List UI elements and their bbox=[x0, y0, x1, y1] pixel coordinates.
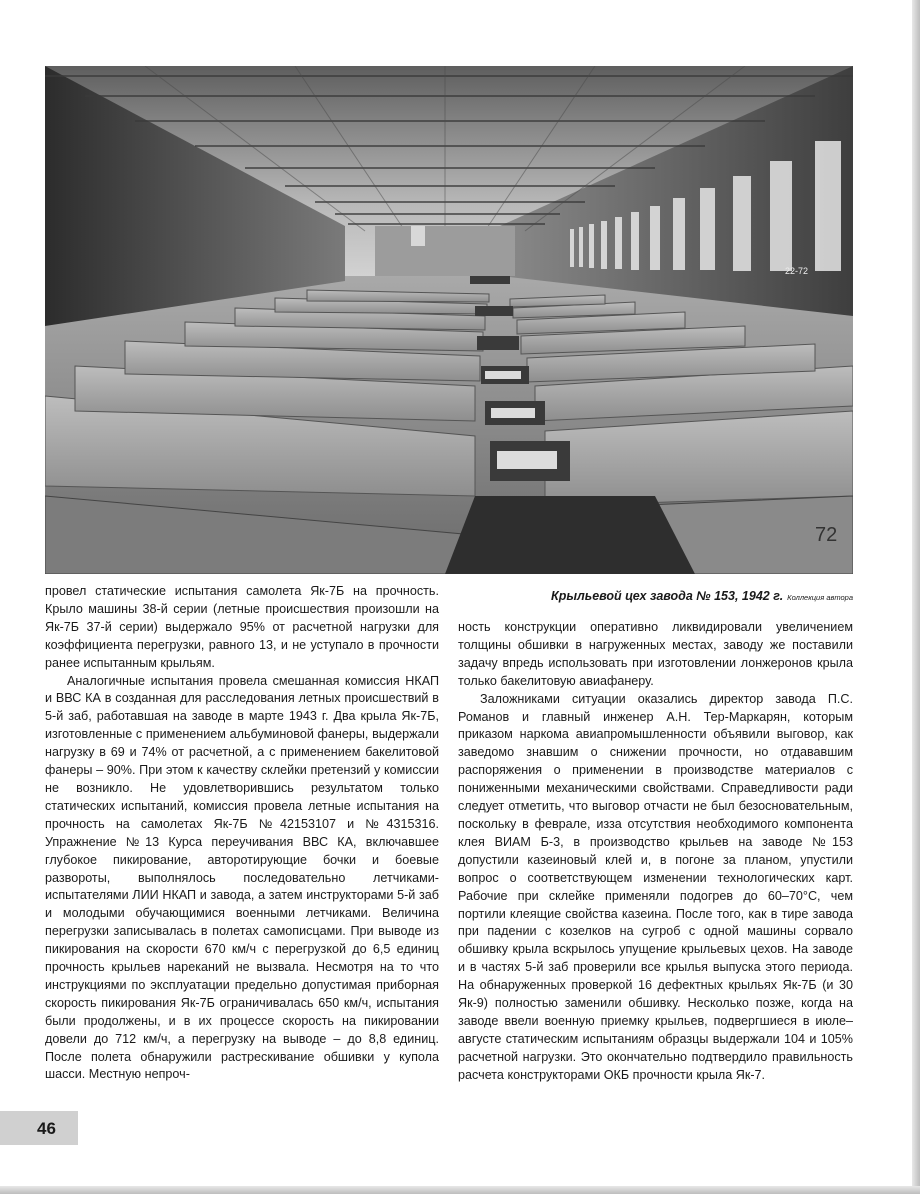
photo-caption bbox=[455, 588, 853, 606]
factory-hall-photo bbox=[45, 66, 853, 574]
paragraph: Аналогичные испытания провела смешанная комиссия НКАП и ВВС КА в созданная для расследования летных происшествий в 5-й заб, работавшая на заводе в марте 1943 г. Два крыла Як-7Б, изготовленные с применением альбуминовой фанеры, выдержали нагрузку в 69 и 74% от расчетной, а с применением бакелитовой фанеры – 90%. При этом к качеству склейки претензий у комиссии не возникло. Не удовлетворившись результатом только статических испытаний, комиссия провела летные испытания на прочность на самолетах Як-7Б №42153107 и №4315316. Упражнение №13 Курса переучивания ВВС КА, включавшее глубокое пикирование, авторотирующие бочки и боевые развороты, выполнялось последовательно летчиками-испытателями ЛИИ НКАП и завода, а затем инструкторами 5-й заб и молодыми обучающимися военными летчиками. Величина перегрузки записывалась в полетах самописцами. При выводе из пикирования на скорости 670 км/ч с перегрузкой до 6,5 единиц прочность крыльев нареканий не вызвала. Несмотря на то что инструкциями по эксплуатации предельно допустимая приборная скорость пикирования Як-7Б ограничивалась 650 км/ч, испытания были продолжены, и в их процессе скорость на пикировании довели до 712 км/ч, а перегрузку на выводе – до 8,8 единиц. После полета обнаружили растрескивание обшивки у купола шасси. Местную непроч- bbox=[45, 673, 439, 1082]
text-column-right bbox=[458, 619, 853, 1103]
caption-title: Крыльевой цех завода № 153, 1942 г. bbox=[551, 589, 784, 603]
paragraph: Заложниками ситуации оказались директор завода П.С. Романов и главный инженер А.Н. Тер-Маркарян, которым приказом наркома авиапромышленности объявили выговор, как заведомо знавшим о снижении прочности, но отдававшим распоряжения о применении в производстве материалов с пониженными механическими свойствами. Справедливости ради следует отметить, что выговор отчасти не был безосновательным, поскольку в феврале, изза отсутствия необходимого компонента клея ВИАМ Б-3, в производство крыльев на заводе №153 допустили казеиновый клей и, в погоне за планом, упустили вопрос о соответствующем изменении технологических карт. Рабочие при склейке применяли подогрев до 60–70°С, чем портили клеящие свойства казеина. После того, как в тире завода при падении с козелков на сугроб с одной машины сорвало обшивку крыла вскрылось упущение крыльевых цехов. На заводе и в частях 5-й заб проверили все крылья выпуска этого периода. На обнаруженных проверкой 16 дефектных крыльях Як-7Б (и 30 Як-9) полностью заменили обшивку. Несколько позже, когда на заводе ввели военную приемку крыльев, подвергшиеся в июле–августе статическим испытаниям образцы выдержали 104 и 105% расчетной нагрузки. Это окончательно подтвердило правильность расчета конструкторами ОКБ прочности крыла Як-7. bbox=[458, 691, 853, 1082]
page-number: 46 bbox=[37, 1119, 56, 1138]
paragraph: ность конструкции оперативно ликвидировали увеличением толщины обшивки в нагруженных местах, заводу же поставили задачу впредь использовать при изготовлении лонжеронов крыла только бакелитовую авиафанеру. bbox=[458, 620, 853, 688]
page-edge-bottom bbox=[0, 1186, 920, 1194]
wing-number: 72 bbox=[815, 524, 838, 546]
paragraph: провел статические испытания самолета Як-7Б на прочность. Крыло машины 38-й серии (летные происшествия произошли на Як-7Б 37-й серии) выдержало 95% от расчетной нагрузки для коэффициента перегрузки, равного 13, и не уступало в прочности ранее испытанным крыльям. bbox=[45, 584, 439, 670]
factory-hall-photo-icon bbox=[45, 66, 853, 574]
page-edge-right bbox=[912, 0, 920, 1194]
caption-credit: Коллекция автора bbox=[787, 593, 853, 602]
wing-tag: 22-72 bbox=[785, 266, 809, 276]
text-column-left bbox=[45, 583, 439, 1103]
